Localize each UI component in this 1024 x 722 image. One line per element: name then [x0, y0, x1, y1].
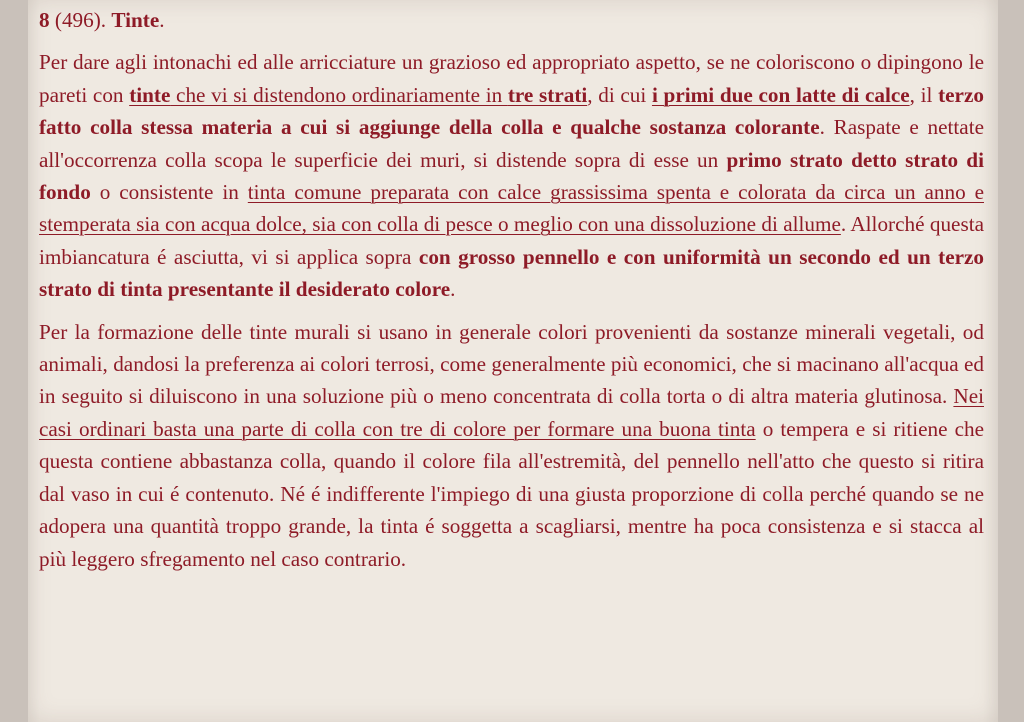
p1-underline-1 — [129, 83, 587, 107]
heading-period: . — [159, 8, 165, 32]
p2-text-2: o tempera e si ritiene che questa contiene abbastanza colla, quando il colore fila all'estremità, del pennello nell'atto che questo si ritira dal vaso in cui é contenuto. Né é indifferente l'impiego di una giusta proporzione di colla perché quando se ne adopera una quantità troppo grande, la tinta é soggetta a scagliarsi, mentre ha poca consistenza e si stacca al più leggero sfregamento nel caso contrario. — [39, 416, 984, 571]
p2-text-1: Per la formazione delle tinte murali si usano in generale colori provenienti da sostanze minerali vegetali, od animali, dandosi la preferenza ai colori terrosi, come generalmente più economici, che si macinano all'acqua ed in seguito si diluiscono in una soluzione più o meno concentrata di colla torta o di altra materia glutinosa. — [39, 319, 984, 409]
section-heading — [39, 4, 984, 36]
paragraph-1 — [39, 46, 984, 305]
p1-text-3: , il — [909, 82, 939, 107]
p1-text-4: . Raspate e nettate all'occorrenza colla scopa le superficie dei muri, si distende sopra di esse un — [39, 115, 984, 172]
p1-text-7: . — [450, 277, 456, 302]
p1-bold-2: primo strato detto strato di fondo — [39, 147, 984, 205]
p1-bold-1: terzo fatto colla stessa materia a cui si aggiunge della colla e qualche sostanza colorante — [39, 82, 984, 140]
p1-underline-bold-3: i primi due con latte di calce — [651, 82, 910, 107]
p1-underline-bold-2: tre strati — [507, 82, 588, 107]
section-reference: (496). — [49, 8, 112, 32]
p1-text-1: Per dare agli intonachi ed alle arricciature un grazioso ed appropriato aspetto, se ne coloriscono o dipingono le pareti con — [39, 50, 984, 107]
document-body — [39, 4, 984, 575]
p1-bold-3: con grosso pennello e con uniformità un secondo ed un terzo strato di tinta presentante il desiderato colore — [39, 244, 985, 302]
section-title: Tinte — [111, 8, 160, 32]
p1-underline-bold-1: tinte — [129, 82, 171, 107]
p1-text-2: , di cui — [587, 82, 652, 107]
p1-text-5: o consistente in — [90, 180, 248, 205]
section-number: 8 — [39, 8, 50, 32]
p1-underline-rest: che vi si distendono ordinariamente in — [170, 82, 508, 107]
p2-underline-1: Nei casi ordinari basta una parte di colla con tre di colore per formare una buona tinta — [39, 384, 984, 441]
p1-text-6: . Allorché questa imbiancatura é asciutta, vi si applica sopra — [39, 212, 984, 269]
document-page — [28, 0, 998, 722]
paragraph-2 — [39, 316, 984, 575]
p1-underline-3: tinta comune preparata con calce grassissima spenta e colorata da circa un anno e stemperata sia con acqua dolce, sia con colla di pesce o meglio con una dissoluzione di allume — [39, 180, 984, 237]
